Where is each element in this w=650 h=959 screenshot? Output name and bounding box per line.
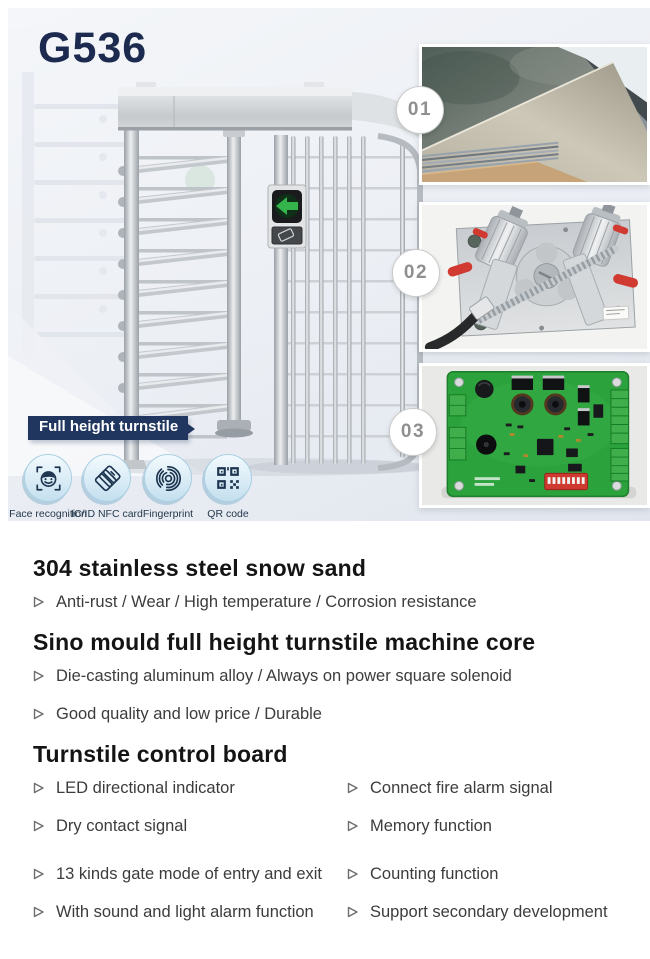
access-panel: [268, 185, 306, 248]
spec-text: Connect fire alarm signal: [370, 779, 553, 797]
bullet-arrow-icon: [33, 906, 45, 918]
bullet-arrow-icon: [33, 782, 45, 794]
bullet-arrow-icon: [33, 670, 45, 682]
bullet-arrow-icon: [33, 868, 45, 880]
spec-text: Good quality and low price / Durable: [56, 705, 322, 723]
spec-bullet: [347, 777, 630, 799]
feature-label: Face recognition: [9, 508, 87, 520]
spec-bullet: [347, 901, 630, 923]
spec-bullet: [33, 815, 347, 837]
spec-text: Anti-rust / Wear / High temperature / Corrosion resistance: [56, 593, 477, 611]
spec-text: LED directional indicator: [56, 779, 235, 797]
photo-machine-core: [419, 202, 650, 352]
control-board-feature-grid: [33, 777, 630, 939]
spec-sections: [0, 521, 650, 952]
gallery-number-badge-2: 02: [392, 249, 440, 297]
spec-bullet: [347, 815, 630, 837]
spec-bullet: [33, 703, 630, 725]
gallery-number-badge-3: 03: [389, 408, 437, 456]
product-tag-label: Full height turnstile: [39, 418, 179, 435]
section-stainless-steel: [33, 555, 630, 613]
spec-bullet: [33, 777, 347, 799]
section-title: 304 stainless steel snow sand: [33, 555, 367, 581]
spec-bullet: [33, 901, 347, 923]
bullet-arrow-icon: [347, 782, 359, 794]
photo-stainless-steel-sheets: [419, 44, 650, 185]
bullet-arrow-icon: [347, 906, 359, 918]
bullet-arrow-icon: [347, 868, 359, 880]
feature-qr-code: [180, 454, 276, 520]
spec-text: Support secondary development: [370, 903, 608, 921]
section-title: Turnstile control board: [33, 741, 288, 767]
gallery-number-badge-1: 01: [396, 86, 444, 134]
spec-text: Dry contact signal: [56, 817, 188, 835]
feature-label: QR code: [207, 508, 249, 520]
spec-bullet: [33, 665, 630, 687]
product-tag-badge: [28, 416, 188, 440]
spec-text: 13 kinds gate mode of entry and exit: [56, 865, 322, 883]
hero-banner: [8, 8, 650, 521]
section-control-board: [33, 741, 630, 939]
qr-code-icon: [204, 454, 252, 502]
canopy: [118, 82, 422, 140]
spec-bullet: [347, 863, 630, 885]
spec-bullet: [33, 863, 347, 885]
section-title: Sino mould full height turnstile machine core: [33, 629, 536, 655]
spec-text: Counting function: [370, 865, 499, 883]
section-machine-core: [33, 629, 630, 725]
bullet-arrow-icon: [33, 596, 45, 608]
bullet-arrow-icon: [33, 708, 45, 720]
product-model: G536: [38, 24, 148, 72]
feature-label: Fingerprint: [142, 508, 194, 520]
photo-control-board: [419, 363, 650, 508]
spec-bullet: [33, 591, 630, 613]
dip-switch: [545, 473, 588, 489]
bullet-arrow-icon: [33, 820, 45, 832]
spec-text: Memory function: [370, 817, 492, 835]
spec-text: With sound and light alarm function: [56, 903, 314, 921]
bullet-arrow-icon: [347, 820, 359, 832]
spec-text: Die-casting aluminum alloy / Always on power square solenoid: [56, 667, 512, 685]
feature-label: IC/ID NFC card: [71, 508, 143, 520]
